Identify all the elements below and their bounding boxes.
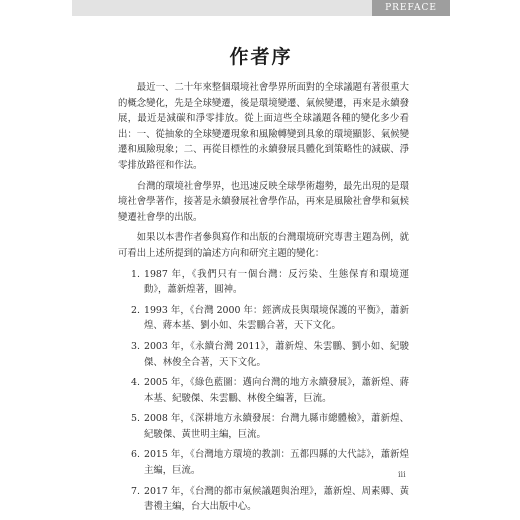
reference-item <box>118 447 409 478</box>
paragraph-3: 如果以本書作者參與寫作和出版的台灣環境研究專書主題為例，就可看出上述所提到的論述方向和研究主題的變化： <box>118 232 409 259</box>
reference-number: 4. <box>131 377 140 389</box>
page-number: iii <box>398 470 406 479</box>
reference-text: 2005 年，《綠色藍圖：邁向台灣的地方永續發展》，蕭新煌、蔣本基、紀駿傑、朱雲鵬、林俊全編著，巨流。 <box>144 377 409 404</box>
reference-text: 2008 年，《深耕地方永續發展：台灣九縣市總體檢》，蕭新煌、紀駿傑、黃世明主編，巨流。 <box>144 413 409 440</box>
reference-text: 2003 年，《永續台灣 2011》，蕭新煌、朱雲鵬、劉小如、紀駿傑、林俊全合著，天下文化。 <box>144 340 409 368</box>
reference-text: 2015 年，《台灣地方環境的教訓：五都四縣的大代誌》，蕭新煌主編，巨流。 <box>144 449 409 477</box>
paragraph-2: 台灣的環境社會學界，也迅速反映全球學術趨勢，最先出現的是環境社會學著作，接著是永續發展社會學作品，再來是風險社會學和氣候變遷社會學的出版。 <box>118 180 409 223</box>
reference-number: 7. <box>131 485 140 497</box>
reference-item <box>118 484 409 515</box>
reference-list <box>118 267 409 515</box>
preface-body <box>118 80 409 520</box>
page-title: 作者序 <box>229 46 293 68</box>
reference-text: 1993 年，《台灣 2000 年：經濟成長與環境保護的平衡》，蕭新煌、蔣本基、劉小如、朱雲鵬合著，天下文化。 <box>144 304 409 332</box>
reference-item <box>118 411 409 442</box>
reference-number: 3. <box>131 340 140 352</box>
reference-number: 2. <box>131 304 140 316</box>
section-label: PREFACE <box>372 0 450 16</box>
reference-number: 5. <box>131 413 140 425</box>
reference-number: 1. <box>131 268 140 280</box>
reference-item <box>118 267 409 298</box>
paragraph-1: 最近一、二十年來整個環境社會學界所面對的全球議題有著很重大的概念變化，先是全球變遷，後是環境變遷、氣候變遷，再來是永續發展，最近是減碳和淨零排放。從上面這些全球議題各種的變化多少看出：一、從抽象的全球變遷現象和風險轉變到具象的環境顯影、氣候變遷和風險現象；二、再從目標性的永續發展具體化到策略性的減碳、淨零排放路徑和作法。 <box>118 82 409 171</box>
reference-item <box>118 339 409 370</box>
reference-item <box>118 375 409 406</box>
reference-text: 1987 年，《我們只有一個台灣：反污染、生態保育和環境運動》，蕭新煌著，圓神。 <box>144 268 409 296</box>
reference-item <box>118 303 409 334</box>
reference-number: 6. <box>131 449 140 461</box>
reference-text: 2017 年，《台灣的都市氣候議題與治理》，蕭新煌、周素卿、黃書禮主編，台大出版中心。 <box>144 485 409 513</box>
